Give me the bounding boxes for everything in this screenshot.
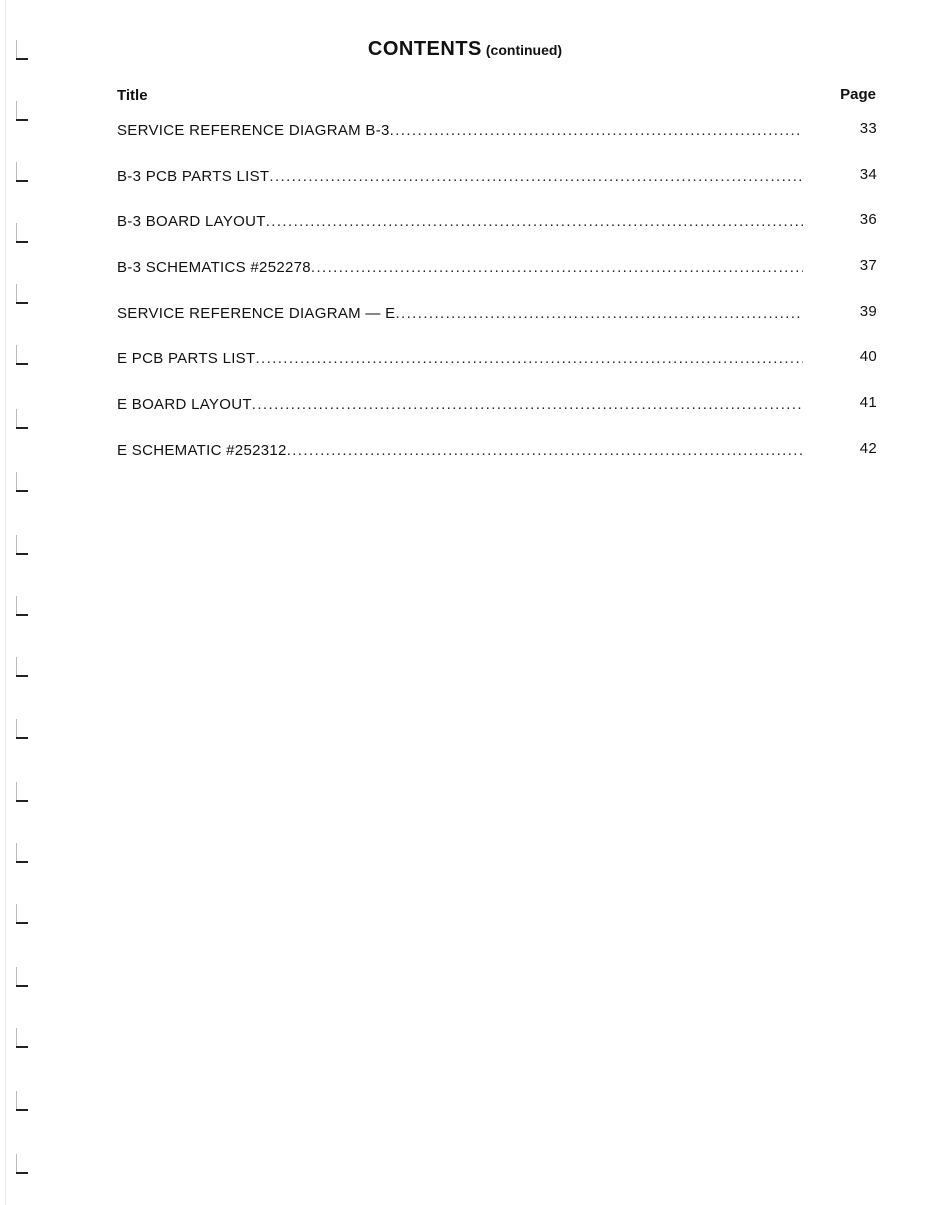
entry-page: 41 xyxy=(859,394,877,412)
entry-title: B-3 SCHEMATICS #252278 ..... xyxy=(117,259,803,276)
column-header-title: Title xyxy=(117,87,148,104)
binding-hole-mark xyxy=(14,1154,30,1176)
binding-hole-mark xyxy=(14,284,30,306)
entry-title: SERVICE REFERENCE DIAGRAM B-3 ..... xyxy=(117,122,803,139)
entry-page: 34 xyxy=(859,165,877,183)
binding-hole-mark xyxy=(14,101,30,123)
heading-title: CONTENTS xyxy=(367,38,482,60)
contents-entry xyxy=(117,120,877,166)
binding-hole-mark xyxy=(14,596,30,618)
binding-hole-mark xyxy=(14,472,30,494)
contents-entry xyxy=(117,348,877,394)
entry-title: E SCHEMATIC #252312 ..... xyxy=(117,442,803,459)
entry-page: 37 xyxy=(859,257,877,275)
binding-hole-mark xyxy=(14,904,30,926)
binding-hole-mark xyxy=(14,535,30,557)
contents-entry xyxy=(117,440,877,486)
binding-hole-mark xyxy=(14,162,30,184)
page-heading xyxy=(0,38,930,61)
contents-entry xyxy=(117,257,877,303)
binding-margin xyxy=(0,0,40,1205)
binding-hole-mark xyxy=(14,1091,30,1113)
scan-edge-line xyxy=(5,0,6,1205)
binding-hole-mark xyxy=(14,345,30,367)
entry-page: 36 xyxy=(859,211,877,229)
contents-entry xyxy=(117,394,877,440)
binding-hole-mark xyxy=(14,1028,30,1050)
binding-hole-mark xyxy=(14,719,30,741)
contents-entry xyxy=(117,211,877,257)
column-header-page: Page xyxy=(840,86,876,103)
entry-title: SERVICE REFERENCE DIAGRAM — E ..... xyxy=(117,305,803,322)
binding-hole-mark xyxy=(14,223,30,245)
entry-page: 33 xyxy=(859,120,877,137)
entry-page: 42 xyxy=(859,439,877,457)
contents-entry xyxy=(117,166,877,212)
heading-suffix: (continued) xyxy=(485,42,563,58)
binding-hole-mark xyxy=(14,409,30,431)
binding-hole-mark xyxy=(14,657,30,679)
entry-title: E PCB PARTS LIST ..... xyxy=(117,350,803,367)
binding-hole-mark xyxy=(14,782,30,804)
binding-hole-mark xyxy=(14,967,30,989)
entry-title: B-3 BOARD LAYOUT ..... xyxy=(117,213,803,230)
entry-page: 39 xyxy=(859,302,877,320)
entry-title: B-3 PCB PARTS LIST ..... xyxy=(117,168,803,185)
contents-list xyxy=(117,120,877,486)
entry-page: 40 xyxy=(859,348,877,366)
binding-hole-mark xyxy=(14,843,30,865)
contents-entry xyxy=(117,303,877,349)
entry-title: E BOARD LAYOUT ..... xyxy=(117,396,803,413)
